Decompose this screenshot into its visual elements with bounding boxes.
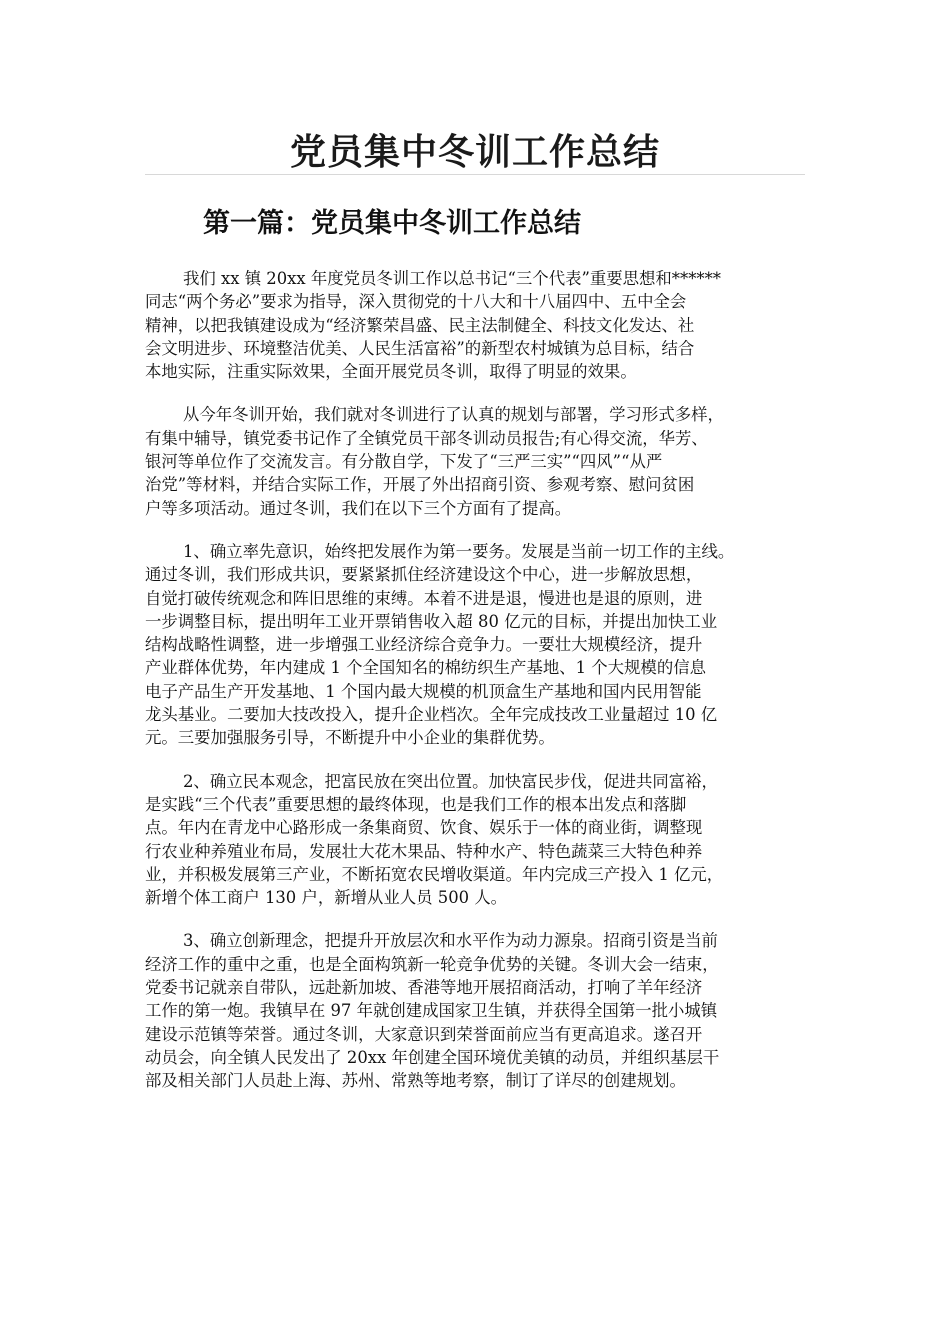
paragraph-line: 银河等单位作了交流发言。有分散自学，下发了“三严三实”“四风”“从严 — [145, 452, 663, 472]
paragraph-line: 同志“两个务必”要求为指导，深入贯彻党的十八大和十八届四中、五中全会 — [145, 292, 687, 312]
paragraph-line: 户等多项活动。通过冬训，我们在以下三个方面有了提高。 — [145, 498, 572, 518]
paragraph-line: 一步调整目标，提出明年工业开票销售收入超 80 亿元的目标，并提出加快工业 — [145, 611, 718, 631]
paragraph-line: 结构战略性调整，进一步增强工业经济综合竞争力。一要壮大规模经济，提升 — [145, 635, 703, 655]
paragraph-line: 2、确立民本观念，把富民放在突出位置。加快富民步伐，促进共同富裕， — [183, 771, 718, 791]
paragraph-line: 会文明进步、环境整洁优美、人民生活富裕”的新型农村城镇为总目标，结合 — [145, 338, 695, 358]
section-heading: 第一篇：党员集中冬训工作总结 — [203, 208, 581, 239]
paragraph-line: 建设示范镇等荣誉。通过冬训，大家意识到荣誉面前应当有更高追求。遂召开 — [145, 1024, 703, 1044]
paragraph-line: 工作的第一炮。我镇早在 97 年就创建成国家卫生镇，并获得全国第一批小城镇 — [145, 1001, 718, 1021]
paragraph-line: 党委书记就亲自带队，远赴新加坡、香港等地开展招商活动，打响了羊年经济 — [145, 978, 703, 998]
document-title: 党员集中冬训工作总结 — [289, 132, 660, 173]
title-divider — [145, 174, 805, 175]
paragraph — [145, 403, 813, 519]
paragraph-line: 我们 xx 镇 20xx 年度党员冬训工作以总书记“三个代表”重要思想和****** — [183, 269, 721, 288]
paragraph-line: 是实践“三个代表”重要思想的最终体现，也是我们工作的根本出发点和落脚 — [145, 794, 687, 814]
paragraph-line: 部及相关部门人员赴上海、苏州、常熟等地考察，制订了详尽的创建规划。 — [145, 1071, 686, 1091]
paragraph-line: 3、确立创新理念，把提升开放层次和水平作为动力源泉。招商引资是当前 — [183, 931, 718, 951]
document-body — [145, 267, 813, 1113]
paragraph-line: 经济工作的重中之重，也是全面构筑新一轮竞争优势的关键。冬训大会一结束， — [145, 954, 719, 974]
paragraph-line: 自觉打破传统观念和阵旧思维的束缚。本着不进是退，慢进也是退的原则，进 — [145, 588, 703, 608]
paragraph-line: 精神，以把我镇建设成为“经济繁荣昌盛、民主法制健全、科技文化发达、社 — [145, 315, 695, 335]
paragraph-line: 动员会，向全镇人民发出了 20xx 年创建全国环境优美镇的动员，并组织基层干 — [145, 1047, 720, 1067]
paragraph-line: 行农业种养殖业布局，发展壮大花木果品、特种水产、特色蔬菜三大特色种养 — [145, 841, 703, 861]
paragraph-line: 产业群体优势，年内建成 1 个全国知名的棉纺织生产基地、1 个大规模的信息 — [145, 658, 706, 678]
paragraph-line: 有集中辅导，镇党委书记作了全镇党员干部冬训动员报告;有心得交流，华芳、 — [145, 428, 708, 448]
paragraph-line: 1、确立率先意识，始终把发展作为第一要务。发展是当前一切工作的主线。 — [183, 541, 735, 561]
paragraph — [145, 267, 813, 383]
paragraph — [145, 929, 813, 1092]
paragraph — [145, 770, 813, 910]
paragraph-line: 新增个体工商户 130 户，新增从业人员 500 人。 — [145, 888, 508, 908]
paragraph-line: 通过冬训，我们形成共识，要紧紧抓住经济建设这个中心，进一步解放思想， — [145, 565, 703, 585]
paragraph-line: 电子产品生产开发基地、1 个国内最大规模的机顶盒生产基地和国内民用智能 — [145, 681, 702, 701]
paragraph-line: 治党”等材料，并结合实际工作，开展了外出招商引资、参观考察、慰问贫困 — [145, 475, 695, 495]
paragraph-line: 本地实际，注重实际效果，全面开展党员冬训，取得了明显的效果。 — [145, 362, 637, 382]
paragraph-line: 龙头基业。二要加大技改投入，提升企业档次。全年完成技改工业量超过 10 亿 — [145, 705, 718, 725]
paragraph-line: 业，并积极发展第三产业，不断拓宽农民增收渠道。年内完成三产投入 1 亿元， — [145, 864, 724, 884]
paragraph-line: 点。年内在青龙中心路形成一条集商贸、饮食、娱乐于一体的商业街，调整现 — [145, 818, 703, 838]
paragraph-line: 从今年冬训开始，我们就对冬训进行了认真的规划与部署，学习形式多样， — [183, 405, 724, 425]
paragraph — [145, 540, 813, 750]
paragraph-line: 元。三要加强服务引导，不断提升中小企业的集群优势。 — [145, 728, 555, 748]
